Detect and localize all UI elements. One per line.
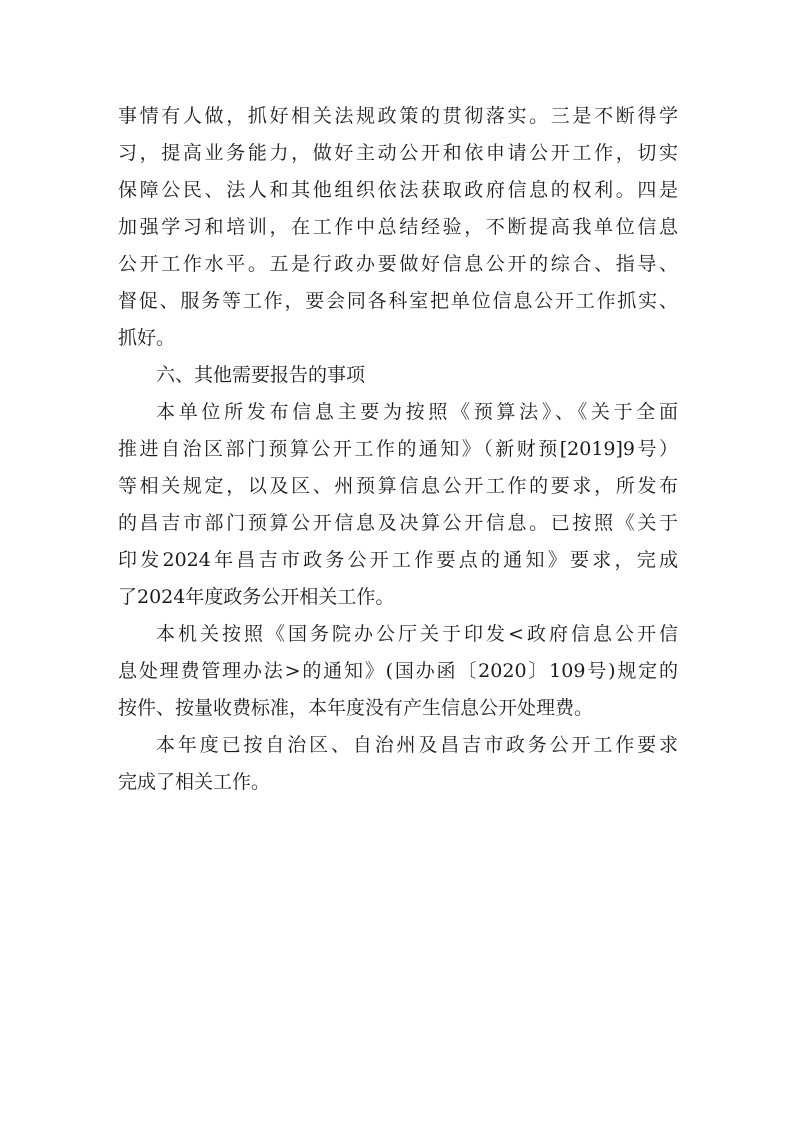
document-body	[118, 98, 678, 801]
text-line: 了2024年度政务公开相关工作。	[118, 586, 395, 608]
section-heading: 六、其他需要报告的事项	[156, 364, 366, 386]
text-line: 抓好。	[118, 327, 176, 349]
text-line: 事情有人做，抓好相关法规政策的贯彻落实。三是不断得学	[118, 105, 678, 127]
text-line: 保障公民、法人和其他组织依法获取政府信息的权利。四是	[118, 179, 678, 201]
text-line: 本单位所发布信息主要为按照《预算法》、《关于全面	[156, 401, 678, 423]
text-line: 推进自治区部门预算公开工作的通知》（新财预[2019]9号）	[118, 438, 678, 460]
text-line: 加强学习和培训，在工作中总结经验，不断提高我单位信息	[118, 216, 678, 238]
text-line: 公开工作水平。五是行政办要做好信息公开的综合、指导、	[118, 253, 678, 275]
text-line: 息处理费管理办法>的通知》(国办函〔2020〕109号)规定的	[118, 660, 678, 682]
text-line: 本年度已按自治区、自治州及昌吉市政务公开工作要求	[156, 734, 678, 756]
text-line: 习，提高业务能力，做好主动公开和依申请公开工作，切实	[118, 142, 678, 164]
text-line: 的昌吉市部门预算公开信息及决算公开信息。已按照《关于	[118, 512, 678, 534]
text-line: 督促、服务等工作，要会同各科室把单位信息公开工作抓实、	[118, 290, 678, 312]
text-line: 本机关按照《国务院办公厅关于印发<政府信息公开信	[156, 623, 678, 645]
text-line: 完成了相关工作。	[118, 771, 271, 793]
text-line: 印发2024年昌吉市政务公开工作要点的通知》要求，完成	[118, 549, 678, 571]
text-line: 等相关规定，以及区、州预算信息公开工作的要求，所发布	[118, 475, 678, 497]
text-line: 按件、按量收费标准，本年度没有产生信息公开处理费。	[118, 697, 594, 719]
